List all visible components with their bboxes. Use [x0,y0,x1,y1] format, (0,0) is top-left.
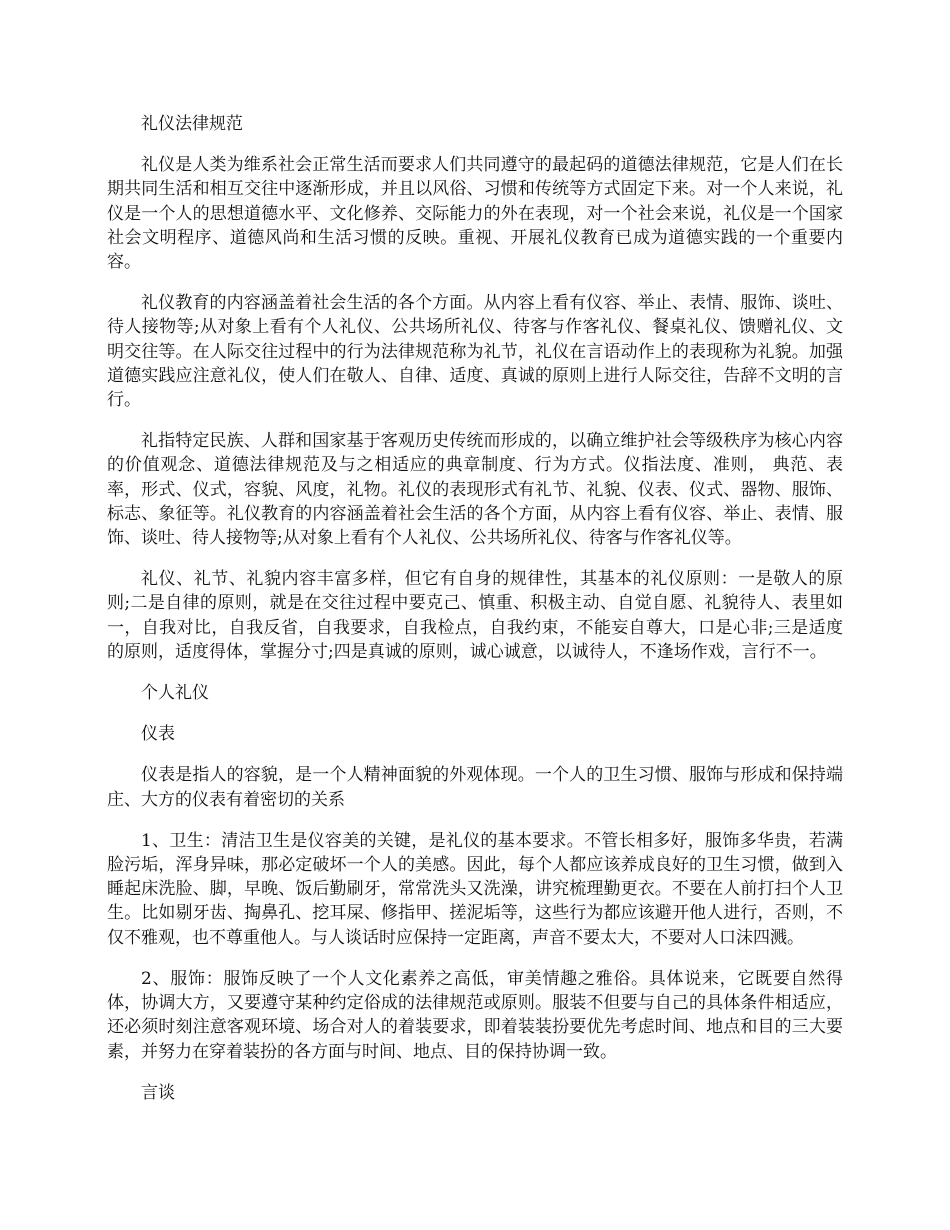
paragraph-education: 礼仪教育的内容涵盖着社会生活的各个方面。从内容上看有仪容、举止、表情、服饰、谈吐、待人接物等;从对象上看有个人礼仪、公共场所礼仪、待客与作客礼仪、餐桌礼仪、馈赠礼仪、文明交往等。在人际交往过程中的行为法律规范称为礼节，礼仪在言语动作上的表现称为礼貌。加强道德实践应注意礼仪，使人们在敬人、自律、适度、真诚的原则上进行人际交往，告辞不文明的言行。 [107,293,843,411]
paragraph-definition: 礼仪是人类为维系社会正常生活而要求人们共同遵守的最起码的道德法律规范，它是人们在长期共同生活和相互交往中逐渐形成，并且以风俗、习惯和传统等方式固定下来。对一个人来说，礼仪是一个人的思想道德水平、文化修养、交际能力的外在表现，对一个社会来说，礼仪是一个国家社会文明程序、道德风尚和生活习惯的反映。重视、开展礼仪教育已成为道德实践的一个重要内容。 [107,155,843,273]
section-heading-speech: 言谈 [141,1082,175,1103]
paragraph-clothing: 2、服饰：服饰反映了一个人文化素养之高低，审美情趣之雅俗。具体说来，它既要自然得体，协调大方，又要遵守某种约定俗成的法律规范或原则。服装不但要与自己的具体条件相适应，还必须时刻注意客观环境、场合对人的着装要求，即着装装扮要优先考虑时间、地点和目的三大要素，并努力在穿着装扮的各方面与时间、地点、目的保持协调一致。 [107,968,843,1062]
document-body [107,112,843,1122]
paragraph-appearance-intro: 仪表是指人的容貌，是一个人精神面貌的外观体现。一个人的卫生习惯、服饰与形成和保持端庄、大方的仪表有着密切的关系 [107,765,843,810]
paragraph-li-yi-meaning: 礼指特定民族、人群和国家基于客观历史传统而形成的，以确立维护社会等级秩序为核心内容的价值观念、道德法律规范及与之相适应的典章制度、行为方式。仪指法度、准则， 典范、表率，形式、仪式，容貌、风度，礼物。礼仪的表现形式有礼节、礼貌、仪表、仪式、器物、服饰、标志、象征等。礼仪教育的内容涵盖着社会生活的各个方面，从内容上看有仪容、举止、表情、服饰、谈吐、待人接物等;从对象上看有个人礼仪、公共场所礼仪、待客与作客礼仪等。 [107,431,843,549]
paragraph-principles: 礼仪、礼节、礼貌内容丰富多样，但它有自身的规律性，其基本的礼仪原则：一是敬人的原则;二是自律的原则，就是在交往过程中要克己、慎重、积极主动、自觉自愿、礼貌待人、表里如一，自我对比，自我反省，自我要求，自我检点，自我约束，不能妄自尊大，口是心非;三是适度的原则，适度得体，掌握分寸;四是真诚的原则，诚心诚意，以诚待人，不逢场作戏，言行不一。 [107,569,843,662]
paragraph-hygiene: 1、卫生：清洁卫生是仪容美的关键，是礼仪的基本要求。不管长相多好，服饰多华贵，若满脸污垢，浑身异味，那必定破坏一个人的美感。因此，每个人都应该养成良好的卫生习惯，做到入睡起床洗脸、脚，早晚、饭后勤刷牙，常常洗头又洗澡，讲究梳理勤更衣。不要在人前打扫个人卫生。比如剔牙齿、掏鼻孔、挖耳屎、修指甲、搓泥垢等，这些行为都应该避开他人进行，否则，不仅不雅观，也不尊重他人。与人谈话时应保持一定距离，声音不要太大，不要对人口沫四溅。 [107,830,843,948]
section-heading-personal: 个人礼仪 [141,683,209,704]
document-title: 礼仪法律规范 [141,114,243,134]
section-heading-appearance: 仪表 [141,724,175,745]
